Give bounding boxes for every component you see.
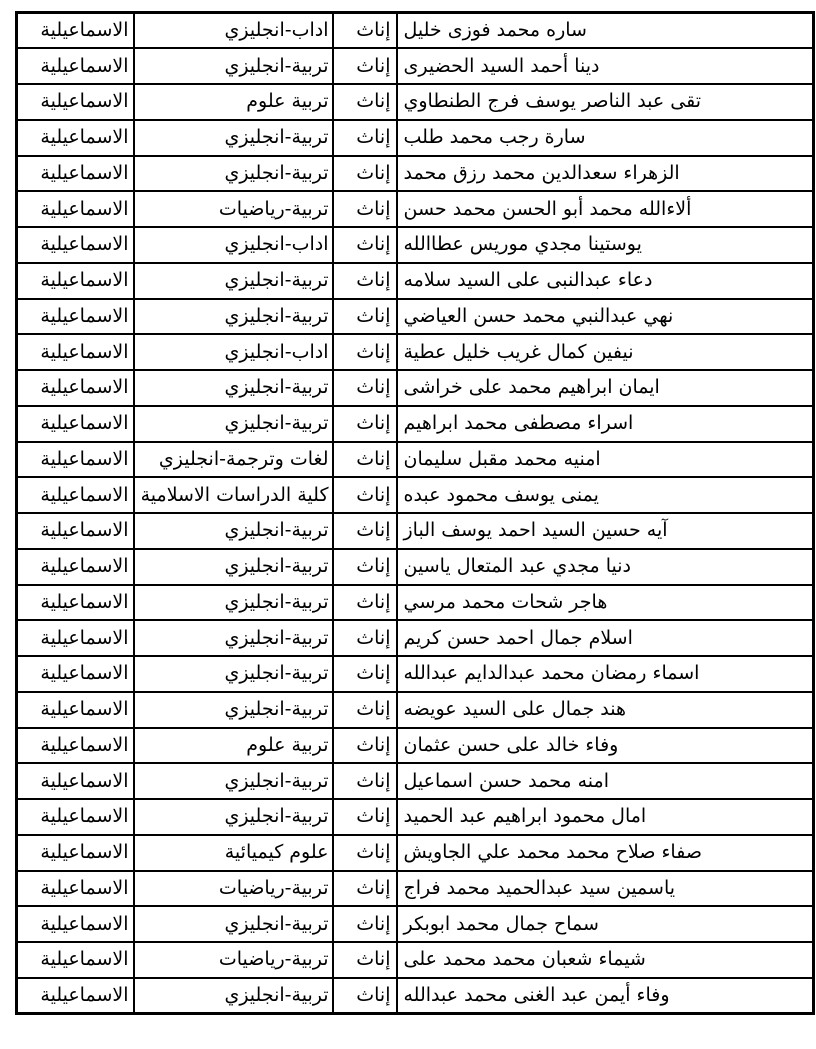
student-name-cell: امال محمود ابراهيم عبد الحميد bbox=[397, 799, 814, 835]
governorate-cell: الاسماعيلية bbox=[17, 48, 134, 84]
student-name-cell: اسراء مصطفى محمد ابراهيم bbox=[397, 406, 814, 442]
governorate-cell: الاسماعيلية bbox=[17, 227, 134, 263]
table-row bbox=[17, 442, 814, 478]
specialization-cell: تربية-انجليزي bbox=[134, 763, 333, 799]
table-row bbox=[17, 906, 814, 942]
governorate-cell: الاسماعيلية bbox=[17, 656, 134, 692]
gender-cell: إناث bbox=[333, 120, 397, 156]
specialization-cell: تربية-انجليزي bbox=[134, 620, 333, 656]
specialization-cell: تربية-انجليزي bbox=[134, 692, 333, 728]
table-row bbox=[17, 156, 814, 192]
governorate-cell: الاسماعيلية bbox=[17, 84, 134, 120]
table-row bbox=[17, 728, 814, 764]
student-name-cell: يمنى يوسف محمود عبده bbox=[397, 477, 814, 513]
governorate-cell: الاسماعيلية bbox=[17, 191, 134, 227]
student-name-cell: تقى عبد الناصر يوسف فرج الطنطاوي bbox=[397, 84, 814, 120]
governorate-cell: الاسماعيلية bbox=[17, 299, 134, 335]
gender-cell: إناث bbox=[333, 442, 397, 478]
gender-cell: إناث bbox=[333, 692, 397, 728]
governorate-cell: الاسماعيلية bbox=[17, 871, 134, 907]
specialization-cell: اداب-انجليزي bbox=[134, 13, 333, 49]
student-name-cell: ساره محمد فوزى خليل bbox=[397, 13, 814, 49]
table-row bbox=[17, 763, 814, 799]
student-name-cell: آيه حسين السيد احمد يوسف الباز bbox=[397, 513, 814, 549]
gender-cell: إناث bbox=[333, 799, 397, 835]
table-row bbox=[17, 620, 814, 656]
governorate-cell: الاسماعيلية bbox=[17, 120, 134, 156]
gender-cell: إناث bbox=[333, 334, 397, 370]
governorate-cell: الاسماعيلية bbox=[17, 763, 134, 799]
governorate-cell: الاسماعيلية bbox=[17, 620, 134, 656]
student-name-cell: الزهراء سعدالدين محمد رزق محمد bbox=[397, 156, 814, 192]
table-row bbox=[17, 48, 814, 84]
student-list-table-container bbox=[15, 11, 812, 1015]
gender-cell: إناث bbox=[333, 549, 397, 585]
table-row bbox=[17, 370, 814, 406]
governorate-cell: الاسماعيلية bbox=[17, 728, 134, 764]
governorate-cell: الاسماعيلية bbox=[17, 906, 134, 942]
governorate-cell: الاسماعيلية bbox=[17, 263, 134, 299]
gender-cell: إناث bbox=[333, 763, 397, 799]
table-row bbox=[17, 13, 814, 49]
gender-cell: إناث bbox=[333, 406, 397, 442]
governorate-cell: الاسماعيلية bbox=[17, 370, 134, 406]
table-row bbox=[17, 692, 814, 728]
specialization-cell: تربية-انجليزي bbox=[134, 120, 333, 156]
governorate-cell: الاسماعيلية bbox=[17, 334, 134, 370]
table-row bbox=[17, 263, 814, 299]
student-name-cell: ألاءالله محمد أبو الحسن محمد حسن bbox=[397, 191, 814, 227]
specialization-cell: تربية-انجليزي bbox=[134, 585, 333, 621]
student-name-cell: دنيا مجدي عبد المتعال ياسين bbox=[397, 549, 814, 585]
student-name-cell: ايمان ابراهيم محمد على خراشى bbox=[397, 370, 814, 406]
table-row bbox=[17, 513, 814, 549]
governorate-cell: الاسماعيلية bbox=[17, 513, 134, 549]
student-name-cell: دعاء عبدالنبى على السيد سلامه bbox=[397, 263, 814, 299]
table-row bbox=[17, 227, 814, 263]
student-list-table bbox=[15, 11, 815, 1015]
specialization-cell: تربية علوم bbox=[134, 84, 333, 120]
gender-cell: إناث bbox=[333, 942, 397, 978]
table-row bbox=[17, 549, 814, 585]
gender-cell: إناث bbox=[333, 84, 397, 120]
gender-cell: إناث bbox=[333, 13, 397, 49]
table-row bbox=[17, 299, 814, 335]
student-name-cell: اسلام جمال احمد حسن كريم bbox=[397, 620, 814, 656]
gender-cell: إناث bbox=[333, 227, 397, 263]
governorate-cell: الاسماعيلية bbox=[17, 156, 134, 192]
specialization-cell: تربية-انجليزي bbox=[134, 156, 333, 192]
specialization-cell: تربية-انجليزي bbox=[134, 978, 333, 1014]
specialization-cell: تربية-انجليزي bbox=[134, 549, 333, 585]
specialization-cell: تربية-رياضيات bbox=[134, 871, 333, 907]
specialization-cell: تربية-انجليزي bbox=[134, 513, 333, 549]
table-row bbox=[17, 406, 814, 442]
gender-cell: إناث bbox=[333, 513, 397, 549]
table-row bbox=[17, 477, 814, 513]
student-name-cell: دينا أحمد السيد الحضيرى bbox=[397, 48, 814, 84]
specialization-cell: تربية-انجليزي bbox=[134, 656, 333, 692]
specialization-cell: تربية-انجليزي bbox=[134, 906, 333, 942]
student-name-cell: سماح جمال محمد ابوبكر bbox=[397, 906, 814, 942]
student-name-cell: هاجر شحات محمد مرسي bbox=[397, 585, 814, 621]
gender-cell: إناث bbox=[333, 728, 397, 764]
specialization-cell: تربية-انجليزي bbox=[134, 299, 333, 335]
gender-cell: إناث bbox=[333, 48, 397, 84]
governorate-cell: الاسماعيلية bbox=[17, 13, 134, 49]
gender-cell: إناث bbox=[333, 585, 397, 621]
student-name-cell: ياسمين سيد عبدالحميد محمد فراج bbox=[397, 871, 814, 907]
specialization-cell: تربية-انجليزي bbox=[134, 48, 333, 84]
table-row bbox=[17, 334, 814, 370]
governorate-cell: الاسماعيلية bbox=[17, 978, 134, 1014]
table-row bbox=[17, 942, 814, 978]
table-row bbox=[17, 585, 814, 621]
student-name-cell: نهي عبدالنبي محمد حسن العياضي bbox=[397, 299, 814, 335]
student-name-cell: هند جمال على السيد عويضه bbox=[397, 692, 814, 728]
student-name-cell: اسماء رمضان محمد عبدالدايم عبدالله bbox=[397, 656, 814, 692]
student-name-cell: صفاء صلاح محمد محمد علي الجاويش bbox=[397, 835, 814, 871]
table-row bbox=[17, 978, 814, 1014]
specialization-cell: تربية-انجليزي bbox=[134, 263, 333, 299]
table-row bbox=[17, 191, 814, 227]
gender-cell: إناث bbox=[333, 871, 397, 907]
governorate-cell: الاسماعيلية bbox=[17, 799, 134, 835]
governorate-cell: الاسماعيلية bbox=[17, 585, 134, 621]
table-row bbox=[17, 656, 814, 692]
student-name-cell: امنه محمد حسن اسماعيل bbox=[397, 763, 814, 799]
specialization-cell: تربية-انجليزي bbox=[134, 799, 333, 835]
gender-cell: إناث bbox=[333, 156, 397, 192]
specialization-cell: اداب-انجليزي bbox=[134, 334, 333, 370]
table-row bbox=[17, 84, 814, 120]
table-row bbox=[17, 799, 814, 835]
table-row bbox=[17, 835, 814, 871]
gender-cell: إناث bbox=[333, 978, 397, 1014]
student-name-cell: يوستينا مجدي موريس عطاالله bbox=[397, 227, 814, 263]
governorate-cell: الاسماعيلية bbox=[17, 835, 134, 871]
specialization-cell: تربية-انجليزي bbox=[134, 406, 333, 442]
governorate-cell: الاسماعيلية bbox=[17, 692, 134, 728]
table-row bbox=[17, 871, 814, 907]
specialization-cell: تربية-رياضيات bbox=[134, 942, 333, 978]
student-name-cell: شيماء شعبان محمد محمد على bbox=[397, 942, 814, 978]
governorate-cell: الاسماعيلية bbox=[17, 442, 134, 478]
table-row bbox=[17, 120, 814, 156]
governorate-cell: الاسماعيلية bbox=[17, 549, 134, 585]
gender-cell: إناث bbox=[333, 620, 397, 656]
gender-cell: إناث bbox=[333, 191, 397, 227]
specialization-cell: لغات وترجمة-انجليزي bbox=[134, 442, 333, 478]
specialization-cell: اداب-انجليزي bbox=[134, 227, 333, 263]
gender-cell: إناث bbox=[333, 299, 397, 335]
gender-cell: إناث bbox=[333, 906, 397, 942]
governorate-cell: الاسماعيلية bbox=[17, 406, 134, 442]
student-name-cell: وفاء أيمن عبد الغنى محمد عبدالله bbox=[397, 978, 814, 1014]
gender-cell: إناث bbox=[333, 656, 397, 692]
student-name-cell: سارة رجب محمد طلب bbox=[397, 120, 814, 156]
specialization-cell: علوم كيميائية bbox=[134, 835, 333, 871]
student-table-body bbox=[17, 13, 814, 1014]
gender-cell: إناث bbox=[333, 477, 397, 513]
governorate-cell: الاسماعيلية bbox=[17, 477, 134, 513]
gender-cell: إناث bbox=[333, 370, 397, 406]
gender-cell: إناث bbox=[333, 263, 397, 299]
specialization-cell: تربية-انجليزي bbox=[134, 370, 333, 406]
governorate-cell: الاسماعيلية bbox=[17, 942, 134, 978]
student-name-cell: امنيه محمد مقبل سليمان bbox=[397, 442, 814, 478]
student-name-cell: وفاء خالد على حسن عثمان bbox=[397, 728, 814, 764]
specialization-cell: تربية-رياضيات bbox=[134, 191, 333, 227]
student-name-cell: نيفين كمال غريب خليل عطية bbox=[397, 334, 814, 370]
specialization-cell: تربية علوم bbox=[134, 728, 333, 764]
specialization-cell: كلية الدراسات الاسلامية bbox=[134, 477, 333, 513]
gender-cell: إناث bbox=[333, 835, 397, 871]
